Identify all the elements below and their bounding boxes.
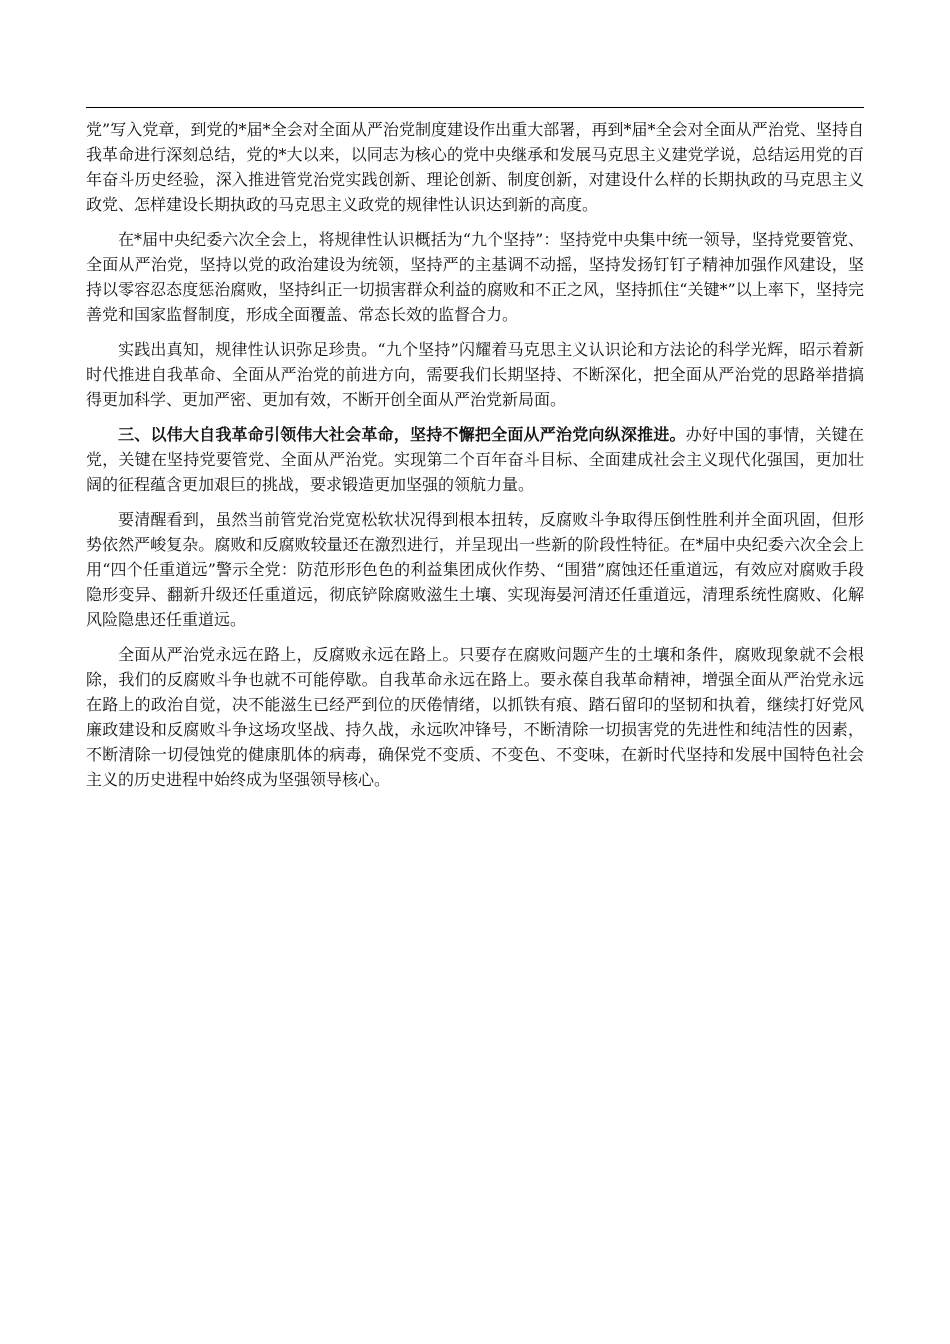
paragraph-6 [86,642,864,792]
paragraph-text: 实践出真知，规律性认识弥足珍贵。“九个坚持”闪耀着马克思主义认识论和方法论的科学光辉，昭示着新时代推进自我革命、全面从严治党的前进方向，需要我们长期坚持、不断深化，把全面从严治党的思路举措搞得更加科学、更加严密、更加有效，不断开创全面从严治党新局面。 [86,340,864,409]
document-body [86,117,864,802]
paragraph-text: 要清醒看到，虽然当前管党治党宽松软状况得到根本扭转，反腐败斗争取得压倒性胜利并全面巩固，但形势依然严峻复杂。腐败和反腐败较量还在激烈进行，并呈现出一些新的阶段性特征。在*届中央纪委六次全会上用“四个任重道远”警示全党：防范形形色色的利益集团成伙作势、“围猎”腐蚀还任重道远，有效应对腐败手段隐形变异、翻新升级还任重道远，彻底铲除腐败滋生土壤、实现海晏河清还任重道远，清理系统性腐败、化解风险隐患还任重道远。 [86,510,864,629]
header-rule [86,107,864,108]
paragraph-text: 在*届中央纪委六次全会上，将规律性认识概括为“九个坚持”：坚持党中央集中统一领导，坚持党要管党、全面从严治党，坚持以党的政治建设为统领，坚持严的主基调不动摇，坚持发扬钉钉子精神加强作风建设，坚持以零容忍态度惩治腐败，坚持纠正一切损害群众利益的腐败和不正之风，坚持抓住“关键*”以上率下，坚持完善党和国家监督制度，形成全面覆盖、常态长效的监督合力。 [86,230,864,324]
section-heading: 三、以伟大自我革命引领伟大社会革命，坚持不懈把全面从严治党向纵深推进。 [118,425,686,444]
paragraph-2 [86,227,864,327]
paragraph-3 [86,337,864,412]
paragraph-5 [86,507,864,632]
paragraph-1 [86,117,864,217]
paragraph-text: 办好中国的事情，关键在党，关键在坚持党要管党、全面从严治党。实现第二个百年奋斗目标、全面建成社会主义现代化强国，更加壮阔的征程蕴含更加艰巨的挑战，要求锻造更加坚强的领航力量。 [86,425,864,494]
paragraph-text: 党”写入党章，到党的*届*全会对全面从严治党制度建设作出重大部署，再到*届*全会对全面从严治党、坚持自我革命进行深刻总结，党的*大以来，以同志为核心的党中央继承和发展马克思主义建党学说，总结运用党的百年奋斗历史经验，深入推进管党治党实践创新、理论创新、制度创新，对建设什么样的长期执政的马克思主义政党、怎样建设长期执政的马克思主义政党的规律性认识达到新的高度。 [86,120,864,214]
paragraph-4 [86,422,864,497]
paragraph-text: 全面从严治党永远在路上，反腐败永远在路上。只要存在腐败问题产生的土壤和条件，腐败现象就不会根除，我们的反腐败斗争也就不可能停歇。自我革命永远在路上。要永葆自我革命精神，增强全面从严治党永远在路上的政治自觉，决不能滋生已经严到位的厌倦情绪，以抓铁有痕、踏石留印的坚韧和执着，继续打好党风廉政建设和反腐败斗争这场攻坚战、持久战，永远吹冲锋号，不断清除一切损害党的先进性和纯洁性的因素，不断清除一切侵蚀党的健康肌体的病毒，确保党不变质、不变色、不变味，在新时代坚持和发展中国特色社会主义的历史进程中始终成为坚强领导核心。 [86,645,864,789]
